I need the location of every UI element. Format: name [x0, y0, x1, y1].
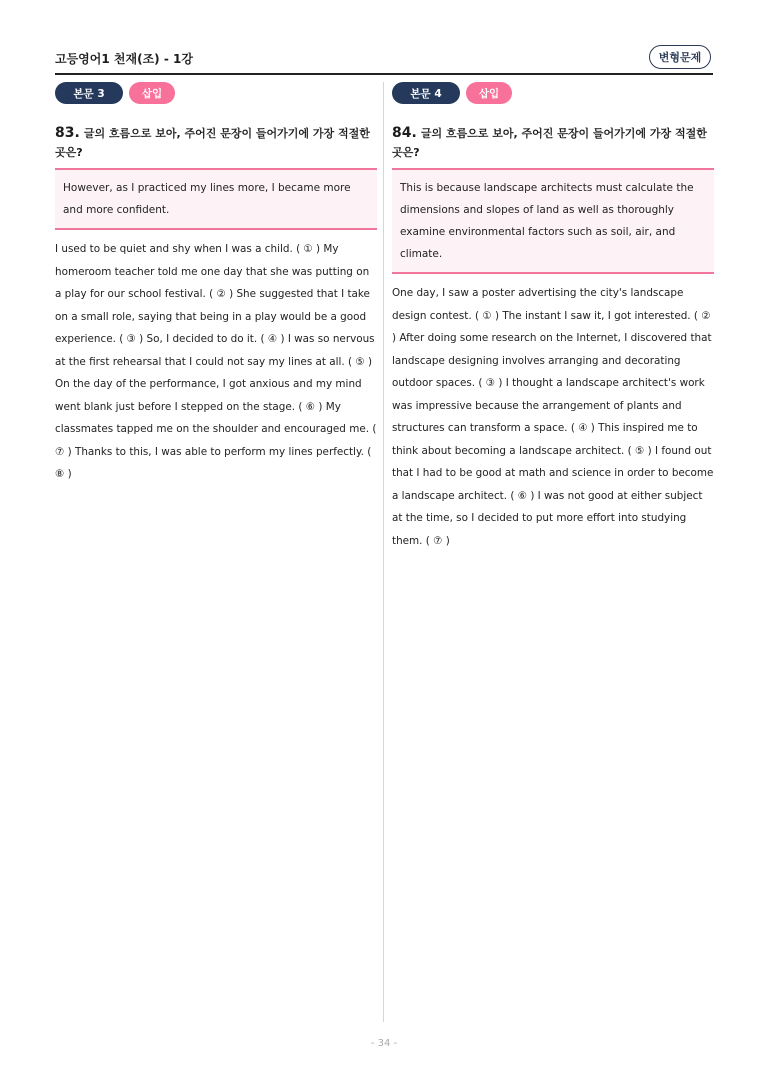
- right-question-column: [392, 82, 714, 552]
- passage-tag: 본문 3: [55, 82, 123, 104]
- passage-text: One day, I saw a poster advertising the city's landscape design contest. ( ① ) The instant I saw it, I got interested. ( ② ) After doing some research on the Internet, I discovered that landscape designing involves arranging and decorating outdoor spaces. ( ③ ) I thought a landscape architect's work was impressive because the arrangement of plants and structures can transform a space. ( ④ ) This inspired me to think about becoming a landscape architect. ( ⑤ ) I found out that I had to be good at math and science in order to become a landscape architect. ( ⑥ ) I was not good at either subject at the time, so I decided to put more effort into studying them. ( ⑦ ): [392, 287, 714, 547]
- question-prompt: [55, 124, 377, 162]
- question-type-tag: 삽입: [466, 82, 512, 104]
- passage-text: I used to be quiet and shy when I was a child. ( ① ) My homeroom teacher told me one day that she was putting on a play for our school festival. ( ② ) She suggested that I take on a small role, saying that being in a play would be a good experience. ( ③ ) So, I decided to do it. ( ④ ) I was so nervous at the first rehearsal that I could not say my lines at all. ( ⑤ ) On the day of the performance, I got anxious and my mind went blank just before I stepped on the stage. ( ⑥ ) My classmates tapped me on the shoulder and encouraged me. ( ⑦ ) Thanks to this, I was able to perform my lines perfectly. ( ⑧ ): [55, 243, 377, 480]
- left-question-column: [55, 82, 377, 486]
- insert-sentence: However, as I practiced my lines more, I became more and more confident.: [63, 182, 351, 216]
- question-text: 글의 흐름으로 보아, 주어진 문장이 들어가기에 가장 적절한 곳은?: [392, 127, 707, 159]
- header-rule: [55, 73, 713, 75]
- insert-sentence: This is because landscape architects must calculate the dimensions and slopes of land as well as thoroughly examine environmental factors such as soil, air, and climate.: [400, 182, 694, 260]
- question-text: 글의 흐름으로 보아, 주어진 문장이 들어가기에 가장 적절한 곳은?: [55, 127, 370, 159]
- insert-sentence-box: [55, 168, 377, 230]
- page-number: - 34 -: [370, 1038, 398, 1049]
- page-header-title: 고등영어1 천재(조) - 1강: [55, 52, 193, 66]
- question-tags: [55, 82, 377, 104]
- problem-type-badge: 변형문제: [649, 45, 711, 69]
- question-number: 83.: [55, 125, 80, 141]
- insert-sentence-box: [392, 168, 714, 274]
- question-tags: [392, 82, 714, 104]
- question-prompt: [392, 124, 714, 162]
- passage-tag: 본문 4: [392, 82, 460, 104]
- column-divider: [383, 82, 384, 1022]
- question-number: 84.: [392, 125, 417, 141]
- question-type-tag: 삽입: [129, 82, 175, 104]
